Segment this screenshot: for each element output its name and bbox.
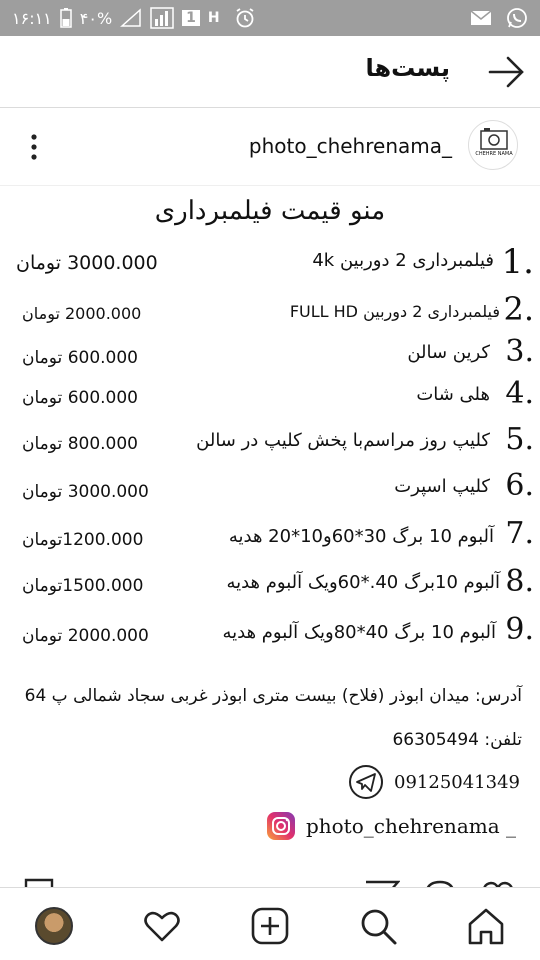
- search-icon[interactable]: [358, 906, 398, 946]
- item-price: 2000.000 تومان: [22, 304, 142, 323]
- signal-bars-icon: [150, 7, 174, 29]
- item-price: 1500.000تومان: [22, 576, 144, 596]
- menu-item: [0, 242, 540, 286]
- item-number: 6.: [505, 468, 534, 503]
- whatsapp-icon: [506, 7, 528, 29]
- item-price: 3000.000 تومان: [16, 252, 158, 274]
- home-icon[interactable]: [466, 906, 506, 946]
- item-number: 3.: [505, 334, 534, 369]
- profile-avatar[interactable]: [35, 907, 73, 945]
- item-label: آلبوم 10برگ 40.*60ویک آلبوم هدیه: [226, 572, 500, 593]
- add-post-icon[interactable]: [250, 906, 290, 946]
- item-price: 800.000 تومان: [22, 434, 138, 454]
- item-number: 1.: [501, 242, 534, 282]
- item-number: 2.: [503, 290, 534, 328]
- item-price: 2000.000 تومان: [22, 626, 149, 646]
- post-actions-peek: [0, 862, 540, 890]
- menu-item: [0, 422, 540, 466]
- network-type: H: [207, 10, 220, 26]
- instagram-icon: [266, 811, 296, 841]
- more-options-icon[interactable]: [24, 132, 44, 162]
- menu-item: [0, 376, 540, 420]
- item-label: فیلمبرداری 2 دوربین 4k: [312, 250, 494, 271]
- item-label: فیلمبرداری 2 دوربین FULL HD: [289, 302, 500, 321]
- instagram-handle: photo_chehrenama _: [305, 814, 516, 838]
- camera-logo-icon: [469, 121, 518, 170]
- menu-item: [0, 468, 540, 512]
- status-bar: [0, 0, 540, 36]
- item-number: 9.: [505, 612, 534, 647]
- address-text: آدرس: میدان ابوذر (فلاح) بیست متری ابوذر غربی سجاد شمالی پ 64: [24, 686, 522, 706]
- page-title: پست‌ها: [365, 54, 450, 82]
- instagram-row: [266, 810, 516, 842]
- item-label: کرین سالن: [407, 342, 490, 363]
- item-price: 600.000 تومان: [22, 388, 138, 408]
- bottom-nav: [0, 887, 540, 960]
- menu-item: [0, 564, 540, 608]
- item-label: آلبوم 10 برگ 30*60و10*20 هدیه: [228, 526, 494, 547]
- battery-percent: ۴۰%: [79, 8, 113, 28]
- mobile-number: 09125041349: [394, 771, 520, 793]
- item-price: 3000.000 تومان: [22, 482, 149, 502]
- menu-item: [0, 516, 540, 560]
- item-price: 600.000 تومان: [22, 348, 138, 368]
- phone-text: تلفن: 66305494: [392, 730, 522, 750]
- post-image[interactable]: [0, 186, 540, 862]
- item-label: هلی شات: [416, 384, 490, 405]
- telegram-icon: [348, 764, 384, 800]
- app-bar: [0, 36, 540, 108]
- item-label: کلیپ روز مراسم‌با پخش کلیپ در سالن: [196, 430, 490, 451]
- sim-badge: 1: [182, 10, 200, 26]
- telegram-row: [348, 764, 520, 800]
- item-number: 4.: [505, 376, 534, 411]
- item-label: کلیپ اسپرت: [394, 476, 490, 497]
- signal-icon: [120, 8, 142, 28]
- post-header: [0, 108, 540, 186]
- item-number: 7.: [505, 516, 534, 551]
- item-label: آلبوم 10 برگ 40*80ویک آلبوم هدیه: [222, 622, 496, 643]
- avatar-logo-text: CHEHRE NAMA: [475, 151, 513, 157]
- mail-icon: [470, 9, 492, 27]
- arrow-right-icon[interactable]: [486, 54, 526, 90]
- heart-icon[interactable]: [142, 906, 182, 946]
- item-price: 1200.000تومان: [22, 530, 144, 550]
- menu-item: [0, 334, 540, 378]
- item-number: 5.: [505, 422, 534, 457]
- item-number: 8.: [505, 564, 534, 599]
- status-time: ۱۶:۱۱: [12, 8, 52, 28]
- menu-title: منو قیمت فیلمبرداری: [154, 196, 386, 226]
- menu-item: [0, 290, 540, 334]
- post-author-avatar[interactable]: [468, 120, 518, 170]
- post-username[interactable]: photo_chehrenama_: [248, 134, 452, 158]
- battery-icon: [60, 8, 72, 28]
- alarm-icon: [234, 7, 256, 29]
- menu-item: [0, 612, 540, 656]
